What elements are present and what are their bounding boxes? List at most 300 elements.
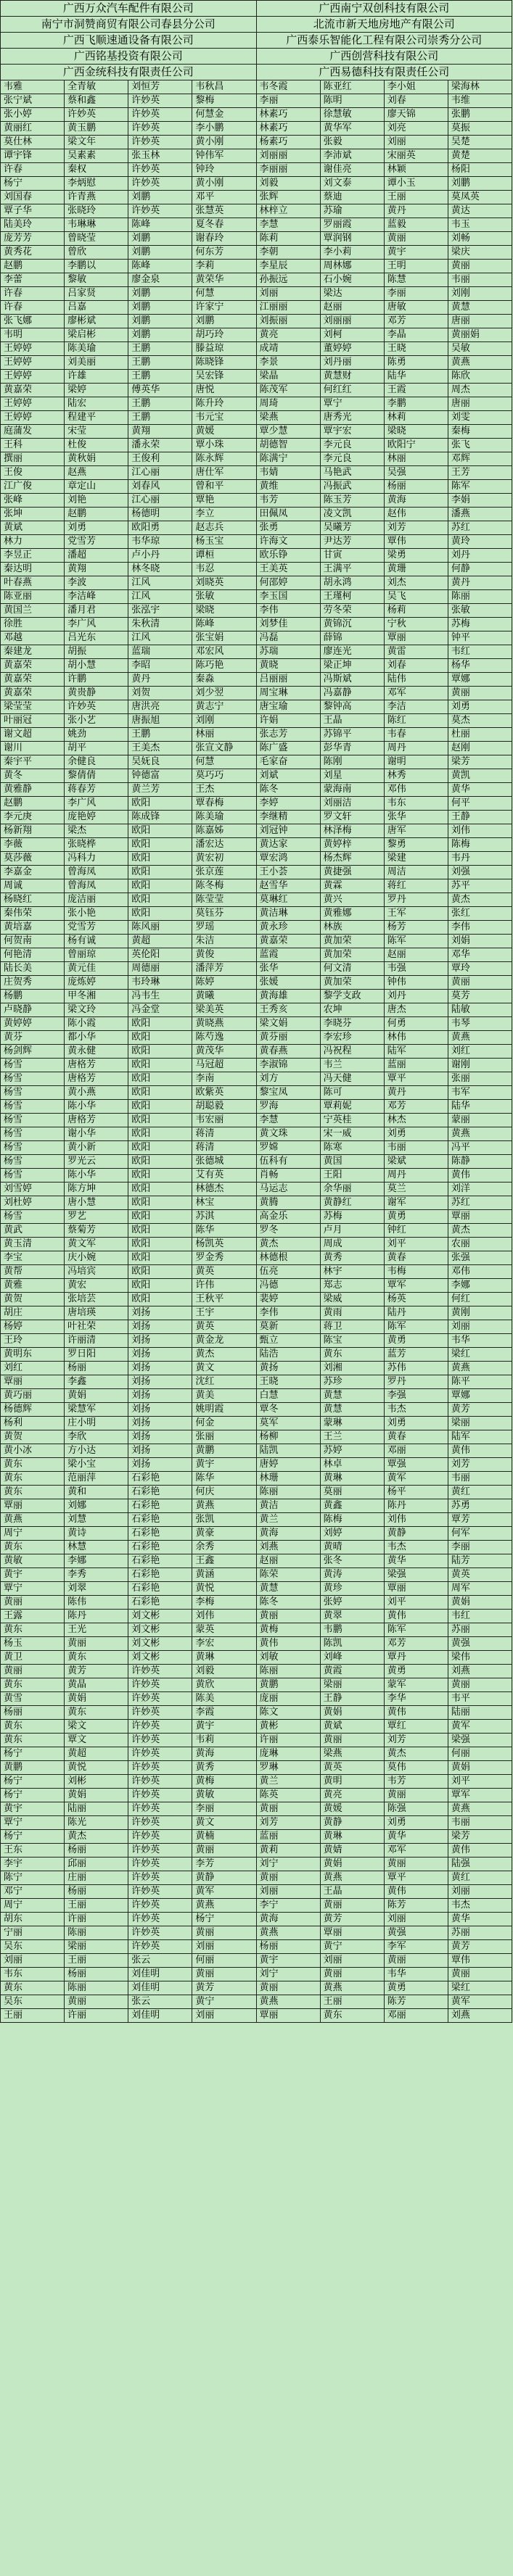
name-cell: 刘鹏 xyxy=(448,177,512,191)
name-cell: 许妙英 xyxy=(128,204,192,218)
name-cell: 杨平 xyxy=(385,1486,448,1499)
name-cell: 张志芳 xyxy=(257,728,321,742)
name-cell: 黄兰 xyxy=(257,1775,321,1789)
name-cell: 李小姐 xyxy=(385,80,448,94)
name-cell: 黄永健 xyxy=(65,1045,128,1059)
table-row xyxy=(1,122,512,136)
name-cell: 宋一威 xyxy=(321,1127,385,1141)
name-cell: 韦丹 xyxy=(448,852,512,866)
name-cell: 刘伟 xyxy=(192,1610,256,1623)
name-cell: 陈冬 xyxy=(257,783,321,797)
name-cell: 唐秀光 xyxy=(321,411,385,425)
name-cell: 王丽 xyxy=(65,1899,128,1913)
name-cell: 刘彬 xyxy=(65,1775,128,1789)
name-cell: 黄华军 xyxy=(321,122,385,136)
name-cell: 韦丽 xyxy=(448,1816,512,1830)
name-cell: 刘扬 xyxy=(128,1306,192,1320)
name-cell: 黄俊 xyxy=(192,948,256,962)
name-cell: 杨丽 xyxy=(257,1940,321,1954)
name-cell: 黄文 xyxy=(192,1816,256,1830)
name-cell: 王静 xyxy=(448,811,512,824)
name-cell: 梁婷 xyxy=(65,384,128,397)
name-cell: 李欣 xyxy=(65,1430,128,1444)
name-cell: 陈峰 xyxy=(128,260,192,273)
name-cell: 蒋清 xyxy=(192,1127,256,1141)
name-cell: 黄丽 xyxy=(321,1899,385,1913)
name-cell: 刘杜婷 xyxy=(1,1196,65,1210)
table-row xyxy=(1,1623,512,1637)
name-cell: 陈冬 xyxy=(257,1596,321,1610)
name-cell: 韦雅 xyxy=(1,80,65,94)
name-cell: 姚明霞 xyxy=(192,1403,256,1417)
name-cell: 黄伟 xyxy=(448,1169,512,1183)
name-cell: 唐敏 xyxy=(385,301,448,315)
name-cell: 邓军 xyxy=(385,1844,448,1858)
name-cell: 庞芳芳 xyxy=(1,232,65,246)
name-cell: 潘燕 xyxy=(448,508,512,521)
table-row xyxy=(1,1981,512,1995)
table-row xyxy=(1,755,512,769)
name-cell: 罗艺 xyxy=(65,1210,128,1224)
table-row xyxy=(1,1320,512,1334)
name-cell: 何艳清 xyxy=(1,948,65,962)
name-cell: 陈芳 xyxy=(385,1995,448,2009)
name-cell: 杨婷 xyxy=(1,1320,65,1334)
name-cell: 谢军 xyxy=(385,1196,448,1210)
name-cell: 黄达 xyxy=(448,204,512,218)
name-cell: 唐洪亮 xyxy=(128,700,192,714)
name-cell: 黄丽 xyxy=(257,1610,321,1623)
name-cell: 许妙英 xyxy=(128,1816,192,1830)
name-cell: 陆军 xyxy=(448,1430,512,1444)
name-cell: 宁丽 xyxy=(1,1926,65,1940)
name-cell: 陈丹 xyxy=(65,1610,128,1623)
name-cell: 覃宏鸿 xyxy=(257,852,321,866)
name-cell: 梁达 xyxy=(321,287,385,301)
name-cell: 唐培瑛 xyxy=(65,1306,128,1320)
name-cell: 黄元佳 xyxy=(65,962,128,976)
table-row xyxy=(1,521,512,535)
name-cell: 刘恒芳 xyxy=(128,80,192,94)
name-cell: 刘文彬 xyxy=(128,1651,192,1665)
name-cell: 梁正坤 xyxy=(321,659,385,673)
name-cell: 吴宏锋 xyxy=(192,370,256,384)
name-cell: 刘刚 xyxy=(448,287,512,301)
table-row xyxy=(1,1458,512,1472)
table-row xyxy=(1,1871,512,1885)
name-cell: 陈峰 xyxy=(192,618,256,631)
name-cell: 程建平 xyxy=(65,411,128,425)
name-cell: 韦琳琳 xyxy=(65,218,128,232)
table-row xyxy=(1,1678,512,1692)
name-cell: 曾和平 xyxy=(192,480,256,494)
name-cell: 赵刚 xyxy=(448,742,512,755)
table-row xyxy=(1,1734,512,1747)
name-cell: 黄丽 xyxy=(1,1596,65,1610)
name-cell: 黄娟 xyxy=(65,1389,128,1403)
name-cell: 庞琳 xyxy=(257,1747,321,1761)
name-cell: 韦玲琳 xyxy=(128,976,192,990)
name-cell: 刘鹏 xyxy=(128,246,192,260)
name-cell: 李洁峰 xyxy=(65,590,128,604)
table-row xyxy=(1,852,512,866)
table-row xyxy=(1,907,512,921)
name-cell: 张宁斌 xyxy=(1,94,65,108)
name-cell: 李军 xyxy=(385,1940,448,1954)
name-cell: 蒙军 xyxy=(385,1678,448,1692)
name-cell: 陆敏 xyxy=(448,1003,512,1017)
name-cell: 刘鹏 xyxy=(128,315,192,328)
table-row xyxy=(1,1210,512,1224)
table-row xyxy=(1,700,512,714)
name-cell: 邓丽 xyxy=(385,1444,448,1458)
name-cell: 邓伟 xyxy=(385,783,448,797)
name-cell: 韦梅 xyxy=(385,1265,448,1279)
name-cell: 林力 xyxy=(1,535,65,549)
name-cell: 许妙英 xyxy=(65,108,128,122)
name-cell: 陈军 xyxy=(385,1320,448,1334)
name-cell: 韦军 xyxy=(448,1086,512,1100)
name-cell: 胡庄 xyxy=(1,1306,65,1320)
name-cell: 黄春燕 xyxy=(257,1045,321,1059)
name-cell: 欧阳 xyxy=(128,852,192,866)
name-cell: 许妙英 xyxy=(128,1802,192,1816)
name-cell: 欧阳 xyxy=(128,1031,192,1045)
name-cell: 杨宁 xyxy=(1,1775,65,1789)
name-cell: 黄曦 xyxy=(192,990,256,1003)
name-cell: 刘慧 xyxy=(65,1513,128,1527)
name-cell: 覃丽 xyxy=(321,1926,385,1940)
name-cell: 覃艳 xyxy=(192,494,256,508)
name-cell: 王美杰 xyxy=(128,742,192,755)
name-cell: 蒙丽 xyxy=(448,1114,512,1127)
name-cell: 刘佳明 xyxy=(128,2009,192,2023)
name-cell: 黄小燕 xyxy=(65,1086,128,1100)
name-cell: 马运志 xyxy=(257,1183,321,1196)
name-cell: 王鹏 xyxy=(128,411,192,425)
name-cell: 黄燕 xyxy=(192,1499,256,1513)
name-cell: 胡平 xyxy=(65,742,128,755)
name-cell: 刘佳明 xyxy=(128,1968,192,1981)
name-cell: 罗瑶 xyxy=(192,921,256,935)
name-cell: 王晓 xyxy=(385,342,448,356)
name-cell: 黄贺 xyxy=(1,1430,65,1444)
name-cell: 莫莎薇 xyxy=(1,852,65,866)
table-row xyxy=(1,397,512,411)
name-cell: 赵鹏 xyxy=(65,508,128,521)
name-cell: 黄嘉荣 xyxy=(1,673,65,687)
name-cell: 黄静 xyxy=(321,1816,385,1830)
name-cell: 吕嘉 xyxy=(65,301,128,315)
name-cell: 刘丽丽 xyxy=(257,149,321,163)
name-cell: 邓越 xyxy=(1,631,65,645)
name-cell: 陈芍逸 xyxy=(192,1031,256,1045)
name-cell: 黄东 xyxy=(1,1623,65,1637)
table-row xyxy=(1,246,512,260)
name-cell: 欧阳 xyxy=(128,1183,192,1196)
table-row xyxy=(1,163,512,177)
name-cell: 欧阳 xyxy=(128,824,192,838)
name-cell: 黄小冰 xyxy=(1,1444,65,1458)
table-row xyxy=(1,1637,512,1651)
name-cell: 罗丹 xyxy=(385,893,448,907)
table-row xyxy=(1,1844,512,1858)
name-cell: 庞艳婷 xyxy=(65,811,128,824)
table-row xyxy=(1,921,512,935)
name-cell: 黄东 xyxy=(1,1541,65,1554)
name-cell: 王明 xyxy=(385,260,448,273)
table-row xyxy=(1,1086,512,1100)
table-row xyxy=(1,1858,512,1871)
name-cell: 欧乐铮 xyxy=(257,549,321,563)
company-row xyxy=(1,33,512,49)
name-cell: 何慧金 xyxy=(192,108,256,122)
name-cell: 欧阳勇 xyxy=(128,521,192,535)
name-cell: 林卓 xyxy=(321,1458,385,1472)
name-cell: 黄敏 xyxy=(1,1554,65,1568)
table-row xyxy=(1,893,512,907)
name-cell: 何庆 xyxy=(192,1486,256,1499)
name-cell: 李宝 xyxy=(1,1251,65,1265)
name-cell: 吴东 xyxy=(1,1995,65,2009)
name-cell: 黄华 xyxy=(385,1830,448,1844)
name-cell: 梁文娟 xyxy=(257,1017,321,1031)
table-row xyxy=(1,315,512,328)
name-cell: 蔡迪 xyxy=(321,191,385,204)
name-cell: 许妙英 xyxy=(128,1734,192,1747)
table-row xyxy=(1,838,512,852)
name-cell: 黄诗 xyxy=(65,1527,128,1541)
table-row xyxy=(1,1706,512,1720)
name-cell: 韦华 xyxy=(385,1968,448,1981)
table-row xyxy=(1,1251,512,1265)
name-cell: 陆芳 xyxy=(448,1554,512,1568)
name-cell: 黄强 xyxy=(448,1637,512,1651)
table-row xyxy=(1,645,512,659)
name-cell: 黄玲 xyxy=(448,535,512,549)
name-cell: 王鹏 xyxy=(128,356,192,370)
name-cell: 周洁 xyxy=(385,866,448,879)
name-cell: 黄小刚 xyxy=(192,177,256,191)
name-cell: 莫丽 xyxy=(321,1486,385,1499)
name-cell: 周诚 xyxy=(1,879,65,893)
name-cell: 黄海 xyxy=(385,494,448,508)
name-cell: 黄东 xyxy=(1,1458,65,1472)
name-cell: 秦淼 xyxy=(192,673,256,687)
name-cell: 黄丽 xyxy=(448,260,512,273)
name-cell: 韦维 xyxy=(448,94,512,108)
table-row xyxy=(1,1141,512,1155)
name-cell: 李波 xyxy=(65,576,128,590)
name-cell: 裴婷 xyxy=(257,1293,321,1306)
name-cell: 蓝丽 xyxy=(385,1059,448,1072)
name-cell: 范丽萍 xyxy=(65,1472,128,1486)
name-cell: 黄秀 xyxy=(321,1251,385,1265)
name-cell: 唐丽 xyxy=(448,397,512,411)
name-cell: 许妙英 xyxy=(128,1940,192,1954)
name-cell: 刘扬 xyxy=(128,1334,192,1348)
name-cell: 刘平 xyxy=(385,1238,448,1251)
name-cell: 覃军 xyxy=(448,1789,512,1802)
name-cell: 黄梅 xyxy=(257,1623,321,1637)
name-cell: 刘柯 xyxy=(321,328,385,342)
name-cell: 黄丽 xyxy=(448,1968,512,1981)
name-cell: 胡聪毅 xyxy=(192,1100,256,1114)
name-cell: 张鹏 xyxy=(448,108,512,122)
name-cell: 刘扬 xyxy=(128,1389,192,1403)
table-row xyxy=(1,604,512,618)
name-cell: 李景 xyxy=(257,356,321,370)
table-row xyxy=(1,990,512,1003)
name-cell: 秦宇平 xyxy=(1,755,65,769)
name-cell: 刘畅 xyxy=(448,232,512,246)
name-cell: 黄伟 xyxy=(385,1706,448,1720)
name-cell: 张强 xyxy=(448,1251,512,1265)
name-cell: 黄丹 xyxy=(128,673,192,687)
name-cell: 罗丹 xyxy=(385,1375,448,1389)
name-cell: 许妙英 xyxy=(128,108,192,122)
name-cell: 石彩艳 xyxy=(128,1527,192,1541)
name-cell: 黄伟 xyxy=(448,1444,512,1458)
company-row xyxy=(1,17,512,33)
name-cell: 陈丽 xyxy=(448,590,512,604)
name-cell: 刘扬 xyxy=(128,1444,192,1458)
name-cell: 覃小珠 xyxy=(192,439,256,452)
name-cell: 李芳 xyxy=(192,1858,256,1871)
table-row xyxy=(1,260,512,273)
name-cell: 张毅 xyxy=(321,136,385,149)
name-cell: 唐格芳 xyxy=(65,1114,128,1127)
name-cell: 黄杰 xyxy=(448,1224,512,1238)
name-cell: 陈丹 xyxy=(385,1499,448,1513)
table-row xyxy=(1,1554,512,1568)
name-cell: 陈玉芳 xyxy=(321,494,385,508)
company-name-cell: 广西飞顺速通设备有限公司 xyxy=(1,33,257,49)
table-row xyxy=(1,576,512,590)
name-cell: 张晓玲 xyxy=(65,204,128,218)
name-cell: 黄慧 xyxy=(257,1582,321,1596)
name-cell: 李沛斌 xyxy=(321,149,385,163)
name-cell: 石彩艳 xyxy=(128,1513,192,1527)
name-cell: 欧阳 xyxy=(128,1293,192,1306)
name-cell: 黄芳 xyxy=(65,1665,128,1678)
table-row xyxy=(1,783,512,797)
name-cell: 许妙英 xyxy=(128,1720,192,1734)
name-cell: 冯磊 xyxy=(257,631,321,645)
name-cell: 陈方坤 xyxy=(65,1183,128,1196)
name-cell: 钟德富 xyxy=(128,769,192,783)
name-cell: 张小婷 xyxy=(1,108,65,122)
name-cell: 黄东 xyxy=(321,2009,385,2023)
name-cell: 杨宁 xyxy=(192,1913,256,1926)
name-cell: 黄丽 xyxy=(65,1995,128,2009)
name-cell: 石彩艳 xyxy=(128,1582,192,1596)
name-cell: 许妙英 xyxy=(128,136,192,149)
table-row xyxy=(1,590,512,604)
name-cell: 黄秋娟 xyxy=(65,452,128,466)
table-row xyxy=(1,80,512,94)
table-row xyxy=(1,1334,512,1348)
name-cell: 杨华 xyxy=(448,659,512,673)
name-cell: 张冬 xyxy=(321,1554,385,1568)
name-cell: 张德城 xyxy=(192,1155,256,1169)
name-cell: 唐杰 xyxy=(385,1003,448,1017)
name-cell: 黄军 xyxy=(385,1472,448,1486)
name-cell: 甲冬湘 xyxy=(65,990,128,1003)
name-cell: 林素巧 xyxy=(257,122,321,136)
name-cell: 刘雪婷 xyxy=(1,1183,65,1196)
table-row xyxy=(1,1913,512,1926)
name-cell: 杨鹏 xyxy=(1,990,65,1003)
table-row xyxy=(1,1775,512,1789)
name-cell: 叶社荣 xyxy=(65,1320,128,1334)
name-cell: 江丽丽 xyxy=(257,301,321,315)
name-cell: 刘丽 xyxy=(1,1954,65,1968)
name-cell: 刘燕 xyxy=(257,1541,321,1554)
name-cell: 陈华 xyxy=(192,1472,256,1486)
name-cell: 王鑫 xyxy=(192,1554,256,1568)
name-cell: 李丽 xyxy=(257,94,321,108)
name-cell: 欧阳 xyxy=(128,1196,192,1210)
name-cell: 刘晓英 xyxy=(192,576,256,590)
name-cell: 谢川 xyxy=(1,742,65,755)
name-cell: 刘丽 xyxy=(448,1320,512,1334)
name-cell: 李华 xyxy=(385,1692,448,1706)
name-cell: 韦鹏 xyxy=(321,1623,385,1637)
name-cell: 刘红 xyxy=(1,1362,65,1375)
name-cell: 陈军 xyxy=(448,480,512,494)
name-cell: 唐仕军 xyxy=(192,466,256,480)
name-cell: 黄芬丽 xyxy=(257,1031,321,1045)
name-cell: 黄亮 xyxy=(321,1789,385,1802)
name-cell: 杨雪 xyxy=(1,1141,65,1155)
name-cell: 刘春风 xyxy=(128,480,192,494)
name-cell: 宁秋 xyxy=(385,618,448,631)
name-cell: 陈晓锋 xyxy=(192,356,256,370)
name-cell: 叶春燕 xyxy=(1,576,65,590)
name-cell: 陈小华 xyxy=(65,1169,128,1183)
name-cell: 刘方 xyxy=(257,1072,321,1086)
name-cell: 陈丽 xyxy=(65,1981,128,1995)
name-cell: 李昱正 xyxy=(1,549,65,563)
name-cell: 刘贺 xyxy=(128,687,192,700)
name-cell: 韦春 xyxy=(385,728,448,742)
name-cell: 杨英 xyxy=(385,1293,448,1306)
name-cell: 黄燕 xyxy=(448,1362,512,1375)
name-cell: 庆小婉 xyxy=(65,1251,128,1265)
name-cell: 刘雯 xyxy=(448,411,512,425)
name-cell: 李梅 xyxy=(192,1596,256,1610)
name-cell: 杨雪 xyxy=(1,1210,65,1224)
name-cell: 陈欣 xyxy=(448,370,512,384)
name-cell: 覃红 xyxy=(385,1720,448,1734)
name-cell: 黄霞 xyxy=(321,1665,385,1678)
name-cell: 欧阳宁 xyxy=(385,439,448,452)
name-cell: 黄玉鹏 xyxy=(65,122,128,136)
table-row xyxy=(1,687,512,700)
name-cell: 冯德 xyxy=(257,1279,321,1293)
table-row xyxy=(1,1403,512,1417)
name-cell: 黄东 xyxy=(65,1706,128,1720)
name-cell: 方小达 xyxy=(65,1444,128,1458)
name-cell: 李星辰 xyxy=(257,260,321,273)
name-cell: 许妙英 xyxy=(128,122,192,136)
name-cell: 黄敏 xyxy=(192,1789,256,1802)
name-cell: 覃宁 xyxy=(321,397,385,411)
table-row xyxy=(1,1789,512,1802)
table-row xyxy=(1,218,512,232)
name-cell: 刘美丽 xyxy=(65,356,128,370)
